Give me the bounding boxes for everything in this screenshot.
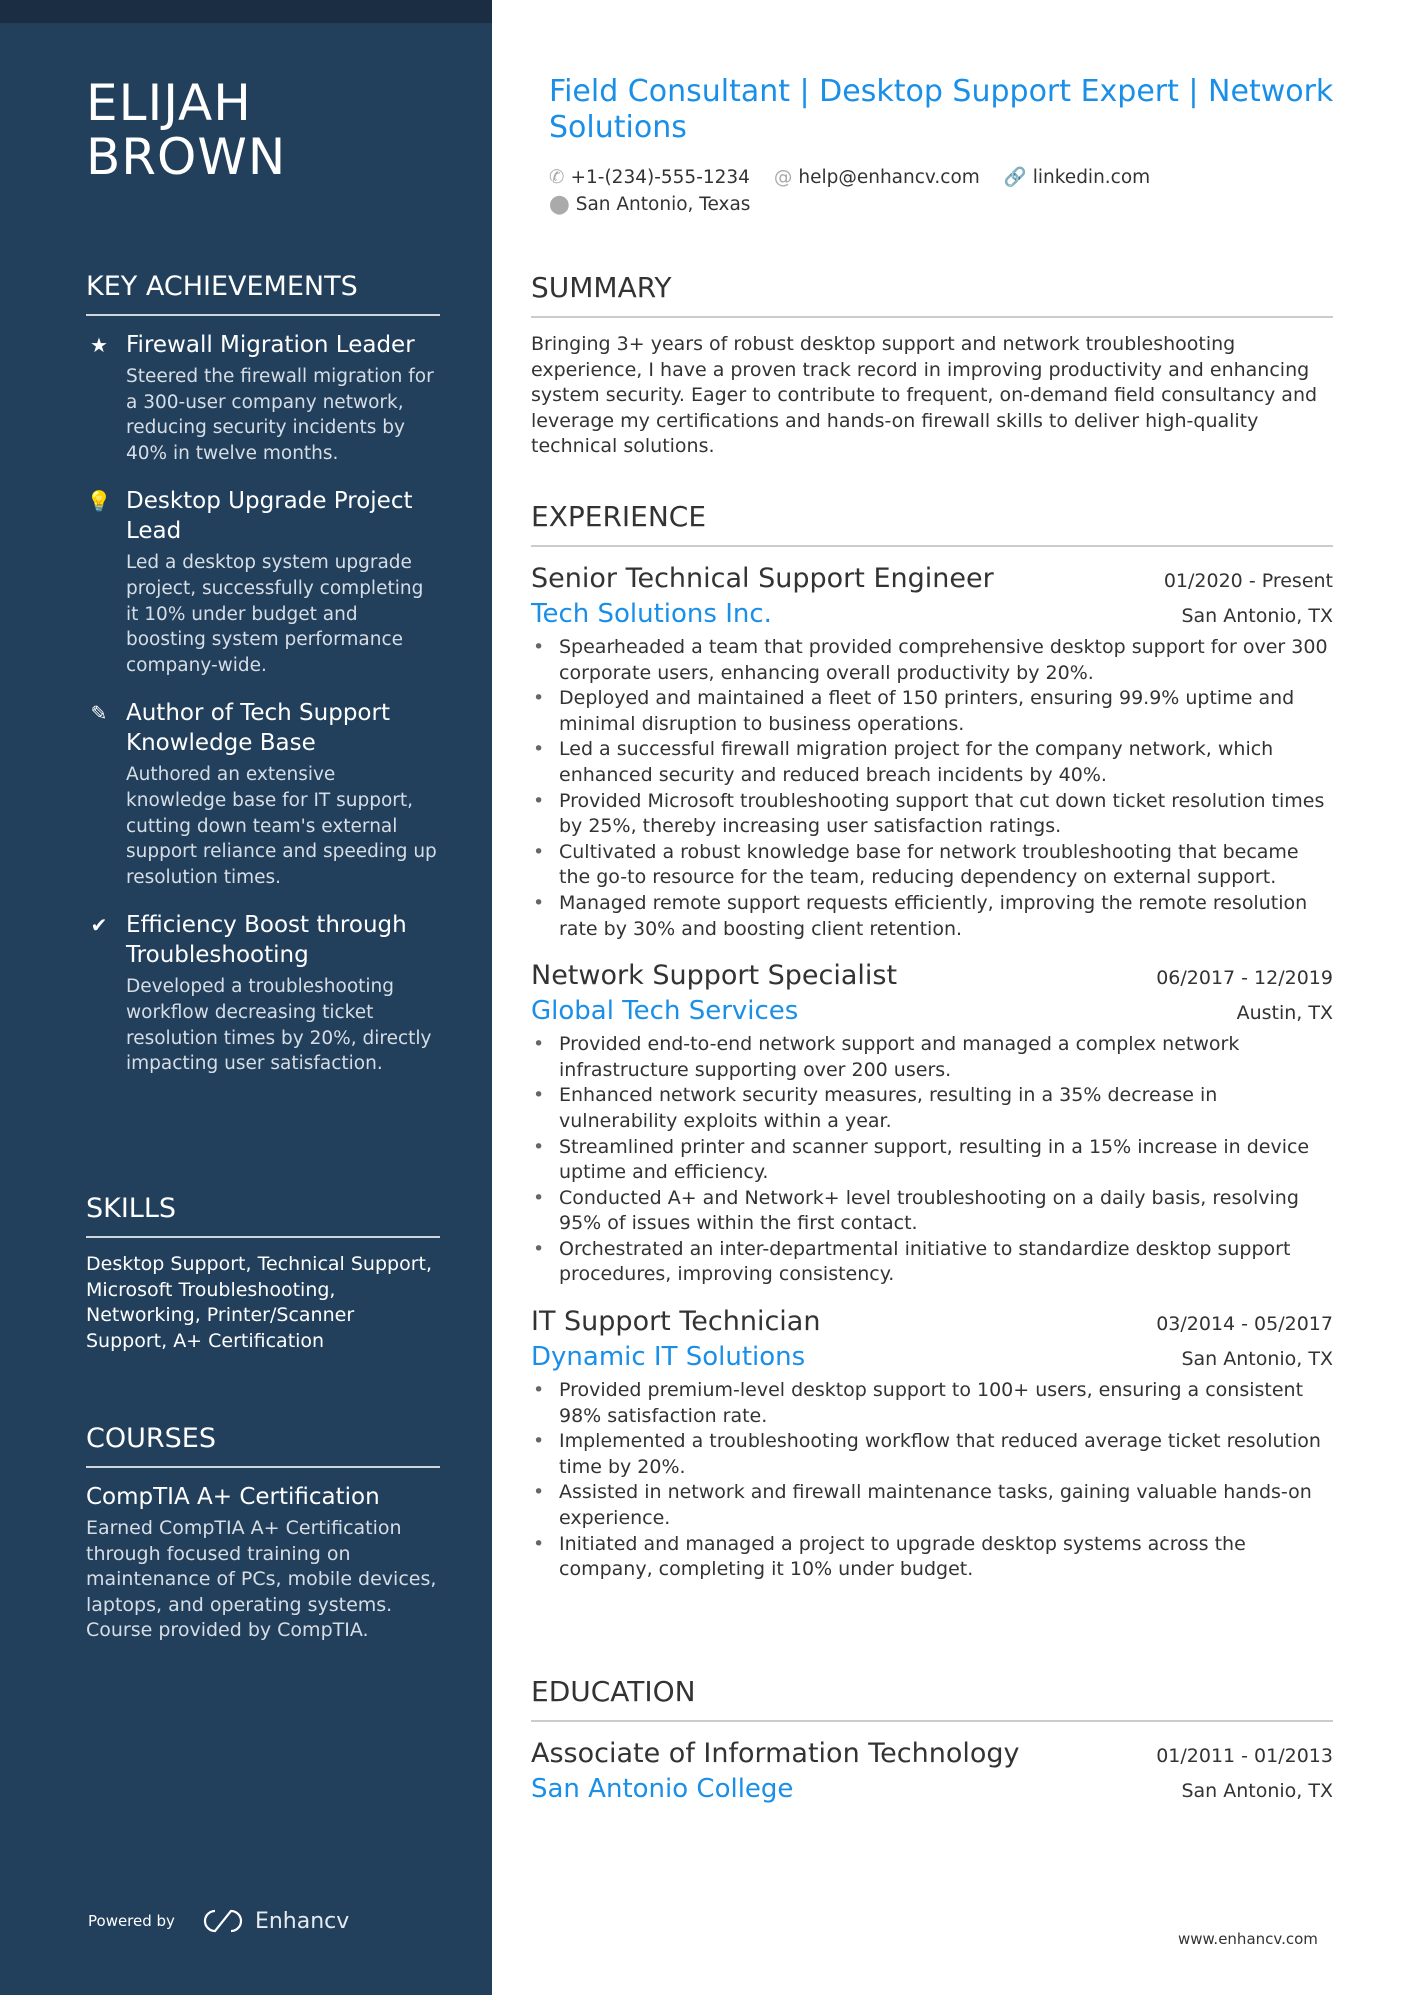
candidate-name xyxy=(86,76,286,184)
education-dates: 01/2011 - 01/2013 xyxy=(1156,1745,1333,1767)
phone-text: +1-(234)-555-1234 xyxy=(570,167,750,188)
magic-wand-icon: ✎ xyxy=(90,701,108,726)
degree: Associate of Information Technology xyxy=(531,1738,1020,1769)
courses-section xyxy=(86,1422,440,1644)
email-text: help@enhancv.com xyxy=(798,167,980,188)
job-location: San Antonio, TX xyxy=(1181,1348,1333,1371)
location-pin-icon: ⬤ xyxy=(549,194,570,215)
summary-section xyxy=(531,270,1333,460)
section-heading: EDUCATION xyxy=(531,1674,1333,1722)
job-dates: 06/2017 - 12/2019 xyxy=(1156,967,1333,990)
achievement-title: Author of Tech Support Knowledge Base xyxy=(126,700,390,757)
enhancv-logo[interactable] xyxy=(201,1908,349,1934)
lightbulb-icon: 💡 xyxy=(86,489,112,514)
contact-info xyxy=(549,164,1168,218)
section-heading: EXPERIENCE xyxy=(531,499,1333,547)
job-bullet: • Implemented a troubleshooting workflow that reduced average ticket resolution time by 20%. xyxy=(531,1429,1333,1480)
job-bullets xyxy=(531,1032,1333,1288)
phone[interactable] xyxy=(549,164,750,191)
achievement-item xyxy=(86,486,440,678)
top-bar xyxy=(0,0,492,23)
job-bullet: • Provided premium-level desktop support to 100+ users, ensuring a consistent 98% satisfaction rate. xyxy=(531,1378,1333,1429)
at-icon: @ xyxy=(773,167,793,188)
first-name: ELIJAH xyxy=(86,74,252,132)
job-bullet: • Managed remote support requests efficiently, improving the remote resolution rate by 30% and boosting client retention. xyxy=(531,891,1333,942)
achievement-item xyxy=(86,910,440,1076)
achievements-section xyxy=(86,270,440,1097)
skills-list: Desktop Support, Technical Support, Microsoft Troubleshooting, Networking, Printer/Scanner Support, A+ Certification xyxy=(86,1253,433,1352)
website-link[interactable]: www.enhancv.com xyxy=(1178,1930,1318,1948)
job-bullet: • Conducted A+ and Network+ level troubleshooting on a daily basis, resolving 95% of issues within the first contact. xyxy=(531,1186,1333,1237)
achievement-description: Developed a troubleshooting workflow decreasing ticket resolution times by 20%, directly impacting user satisfaction. xyxy=(126,976,432,1075)
job-bullet: • Provided end-to-end network support and managed a complex network infrastructure supporting over 200 users. xyxy=(531,1032,1333,1083)
job-title: Senior Technical Support Engineer xyxy=(531,563,994,594)
link-text: linkedin.com xyxy=(1032,167,1151,188)
education-section xyxy=(531,1674,1333,1806)
skills-section xyxy=(86,1192,440,1354)
checkmark-icon: ✔ xyxy=(90,913,108,938)
job-title: IT Support Technician xyxy=(531,1306,821,1338)
section-heading: KEY ACHIEVEMENTS xyxy=(86,270,440,316)
job-location: San Antonio, TX xyxy=(1181,605,1333,627)
powered-by xyxy=(88,1908,349,1934)
job-bullet: • Streamlined printer and scanner support, resulting in a 15% increase in device uptime and efficiency. xyxy=(531,1135,1333,1186)
sidebar xyxy=(0,0,492,1995)
course-description: Earned CompTIA A+ Certification through focused training on maintenance of PCs, mobile devices, laptops, and operating systems. Course provided by CompTIA. xyxy=(86,1517,437,1642)
phone-icon: ✆ xyxy=(549,167,565,188)
job-dates: 01/2020 - Present xyxy=(1163,570,1333,592)
linkedin-link[interactable] xyxy=(1004,164,1151,191)
job-bullet: • Provided Microsoft troubleshooting support that cut down ticket resolution times by 25%, thereby increasing user satisfaction ratings. xyxy=(531,789,1333,840)
last-name: BROWN xyxy=(86,128,287,186)
job-bullet: • Initiated and managed a project to upgrade desktop systems across the company, completing it 10% under budget. xyxy=(531,1532,1333,1583)
location xyxy=(549,191,750,218)
job-entry xyxy=(531,1304,1333,1583)
achievement-description: Led a desktop system upgrade project, successfully completing it 10% under budget and boosting system performance company-wide. xyxy=(126,552,424,676)
job-bullets xyxy=(531,635,1333,942)
section-heading: SUMMARY xyxy=(531,270,1333,318)
achievement-title: Efficiency Boost through Troubleshooting xyxy=(126,912,407,969)
achievement-title: Firewall Migration Leader xyxy=(126,332,415,358)
achievement-description: Authored an extensive knowledge base for IT support, cutting down team's external support reliance and speeding up resolution times. xyxy=(126,764,437,888)
company-name: Dynamic IT Solutions xyxy=(531,1342,806,1373)
job-bullet: • Orchestrated an inter-departmental initiative to standardize desktop support procedures, improving consistency. xyxy=(531,1237,1333,1288)
achievement-item xyxy=(86,330,440,466)
job-bullet: • Spearheaded a team that provided comprehensive desktop support for over 300 corporate users, enhancing overall productivity by 20%. xyxy=(531,635,1333,686)
star-icon: ★ xyxy=(90,333,108,357)
job-bullets xyxy=(531,1378,1333,1583)
job-entry xyxy=(531,561,1333,942)
section-heading: SKILLS xyxy=(86,1192,440,1238)
company-name: Global Tech Services xyxy=(531,996,799,1027)
location-text: San Antonio, Texas xyxy=(575,194,751,215)
company-name: Tech Solutions Inc. xyxy=(531,599,772,629)
job-bullet: • Assisted in network and firewall maintenance tasks, gaining valuable hands-on experience. xyxy=(531,1480,1333,1531)
headline: Field Consultant | Desktop Support Expert | Network Solutions xyxy=(549,74,1334,145)
achievement-title: Desktop Upgrade Project Lead xyxy=(126,488,413,545)
enhancv-logo-icon xyxy=(201,1908,247,1934)
job-title: Network Support Specialist xyxy=(531,960,898,992)
job-location: Austin, TX xyxy=(1236,1002,1333,1025)
summary-text: Bringing 3+ years of robust desktop support and network troubleshooting experience, I have a proven track record in improving productivity and enhancing system security. Eager to contribute to frequent, on-demand field consultancy and leverage my certifications and hands-on firewall skills to deliver high-quality technical solutions. xyxy=(531,333,1318,458)
email[interactable] xyxy=(774,164,980,191)
education-location: San Antonio, TX xyxy=(1181,1780,1333,1802)
experience-section xyxy=(531,499,1333,1599)
job-bullet: • Enhanced network security measures, resulting in a 35% decrease in vulnerability exploits within a year. xyxy=(531,1083,1333,1134)
course-title: CompTIA A+ Certification xyxy=(86,1484,380,1510)
school: San Antonio College xyxy=(531,1774,794,1804)
logo-text: Enhancv xyxy=(254,1908,350,1934)
achievement-item xyxy=(86,698,440,890)
job-bullet: • Cultivated a robust knowledge base for network troubleshooting that became the go-to resource for the team, reducing dependency on external support. xyxy=(531,840,1333,891)
job-bullet: • Deployed and maintained a fleet of 150 printers, ensuring 99.9% uptime and minimal disruption to business operations. xyxy=(531,686,1333,737)
job-entry xyxy=(531,958,1333,1288)
powered-by-label: Powered by xyxy=(88,1912,175,1930)
job-bullet: • Led a successful firewall migration project for the company network, which enhanced security and reduced breach incidents by 40%. xyxy=(531,737,1333,788)
section-heading: COURSES xyxy=(86,1422,440,1468)
job-dates: 03/2014 - 05/2017 xyxy=(1156,1313,1333,1336)
link-icon: 🔗 xyxy=(1003,167,1027,188)
achievement-description: Steered the firewall migration for a 300-user company network, reducing security incidents by 40% in twelve months. xyxy=(126,366,434,464)
